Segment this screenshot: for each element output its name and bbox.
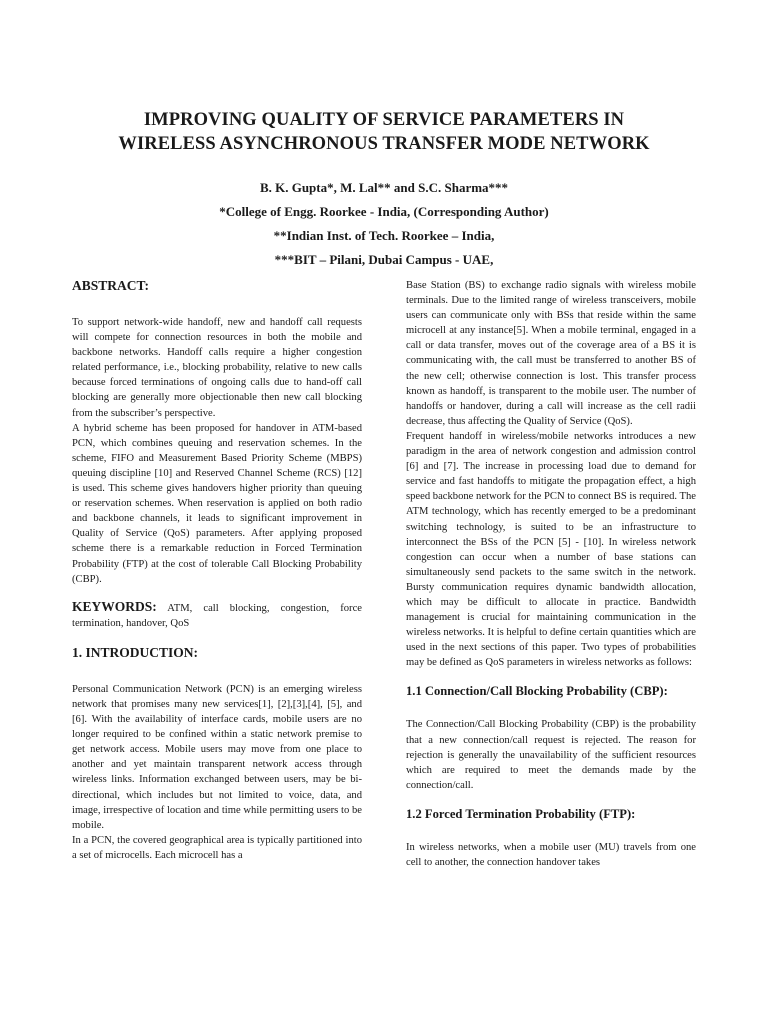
right-paragraph-2: Frequent handoff in wireless/mobile networks introduces a new paradigm in the area of network congestion and admission control [6] and [7]. The increase in processing load due to demand for service and fast handoffs to mitigate the propagation effect, a high speed backbone network for the PCN to connect BS is required. The ATM technology, which has recently emerged to be a predominant switching technology, is suited to be an infrastructure to interconnect the BSs of the PCN [5] - [10]. In wireless network congestion can occur when a number of base stations can simultaneously send packets to the same switch in the network. Bursty communication requires dynamic bandwidth allocation, which may be difficult to allocate in practice. Bandwidth management is crucial for maintaining communication in the wireless networks. It is helpful to define certain quantities which are used in the next sections of this paper. Two types of probabilities may be defined as QoS parameters in wireless networks as follows:: [406, 430, 696, 669]
title-line-2: WIRELESS ASYNCHRONOUS TRANSFER MODE NETWORK: [118, 134, 650, 154]
section-1-1-heading: 1.1 Connection/Call Blocking Probability (CBP):: [406, 684, 668, 699]
section-1-2-heading: 1.2 Forced Termination Probability (FTP):: [406, 806, 636, 821]
keywords: [72, 599, 362, 631]
section-1-2-text: In wireless networks, when a mobile user (MU) travels from one cell to another, the connection handover takes: [406, 841, 696, 868]
abstract-heading: ABSTRACT:: [72, 278, 150, 293]
right-paragraph-1: Base Station (BS) to exchange radio signals with wireless mobile terminals. Due to the limited range of wireless transceivers, mobile users can communicate only with BSs that reside within the same microcell at any instance[5]. When a mobile terminal, engaged in a call or data transfer, moves out of the coverage area of a BS it is communicating with, the call must be transferred to another BS of the new cell; otherwise connection is lost. This transfer process known as handoff, is transparent to the mobile user. The number of handoffs or handover, during a call will increase as the cell radii decrease, thus affecting the Quality of Service (QoS).: [406, 280, 696, 427]
section-1-1-text: The Connection/Call Blocking Probability (CBP) is the probability that a new connection/call request is rejected. The reason for rejection is generally the unavailability of the sufficient resources which are required to meet the demands made by the connection/call.: [406, 719, 696, 791]
introduction-heading: 1. INTRODUCTION:: [72, 644, 199, 660]
keywords-text: ATM, call blocking, congestion, force termination, handover, QoS: [72, 602, 362, 629]
introduction-paragraph-1: Personal Communication Network (PCN) is an emerging wireless network that promises many new services[1], [2],[3],[4], [5], and [6]. With the availability of interface cards, mobile users are no longer required to be confined within a static network premise to get network access. Mobile users may move from one place to another and yet maintain transparent network access through wireless links. Information exchanged between users, may be bi-directional, which includes but not limited to voice, data, and image, irrespective of location and time while permitting users to be mobile.: [72, 683, 362, 831]
paper-title: [40, 108, 728, 156]
affiliation-2: **Indian Inst. of Tech. Roorkee – India,: [273, 228, 495, 243]
keywords-label: KEYWORDS:: [72, 598, 157, 614]
left-column: [72, 278, 362, 863]
affiliation-1: *College of Engg. Roorkee - India, (Corresponding Author): [219, 204, 549, 219]
author-names: B. K. Gupta*, M. Lal** and S.C. Sharma***: [259, 180, 509, 195]
abstract-paragraph-1: To support network-wide handoff, new and handoff call requests will compete for connection resources in both the mobile and backbone networks. Handoff calls require a higher congestion related performance, i.e., blocking probability, relative to new calls because forced terminations of ongoing calls due to hand-off call blocking are generally more objectionable then new call blocking from the subscriber’s perspective.: [72, 317, 362, 419]
author-block: [40, 180, 728, 276]
abstract-paragraph-2: A hybrid scheme has been proposed for handover in ATM-based PCN, which combines queuing and reservation schemes. In the scheme, FIFO and Measurement Based Priority Scheme (MBPS) queuing discipline [10] and Reserved Channel Scheme (RCS) [12] is used. This scheme gives handovers higher priority than queuing or reservation schemes. When reservation is applied on both radio and backbone channels, it leads to significant improvement in Quality of Service (QoS) parameters. After applying proposed scheme there is a remarkable reduction in Forced Termination Probability (FTP) at the cost of tolerable Call Blocking Probability (CBP).: [72, 422, 362, 585]
introduction-paragraph-2: In a PCN, the covered geographical area is typically partitioned into a set of microcells. Each microcell has a: [72, 834, 362, 861]
right-column: [406, 278, 696, 870]
affiliation-3: ***BIT – Pilani, Dubai Campus - UAE,: [274, 252, 494, 267]
title-line-1: IMPROVING QUALITY OF SERVICE PARAMETERS IN: [143, 110, 625, 130]
